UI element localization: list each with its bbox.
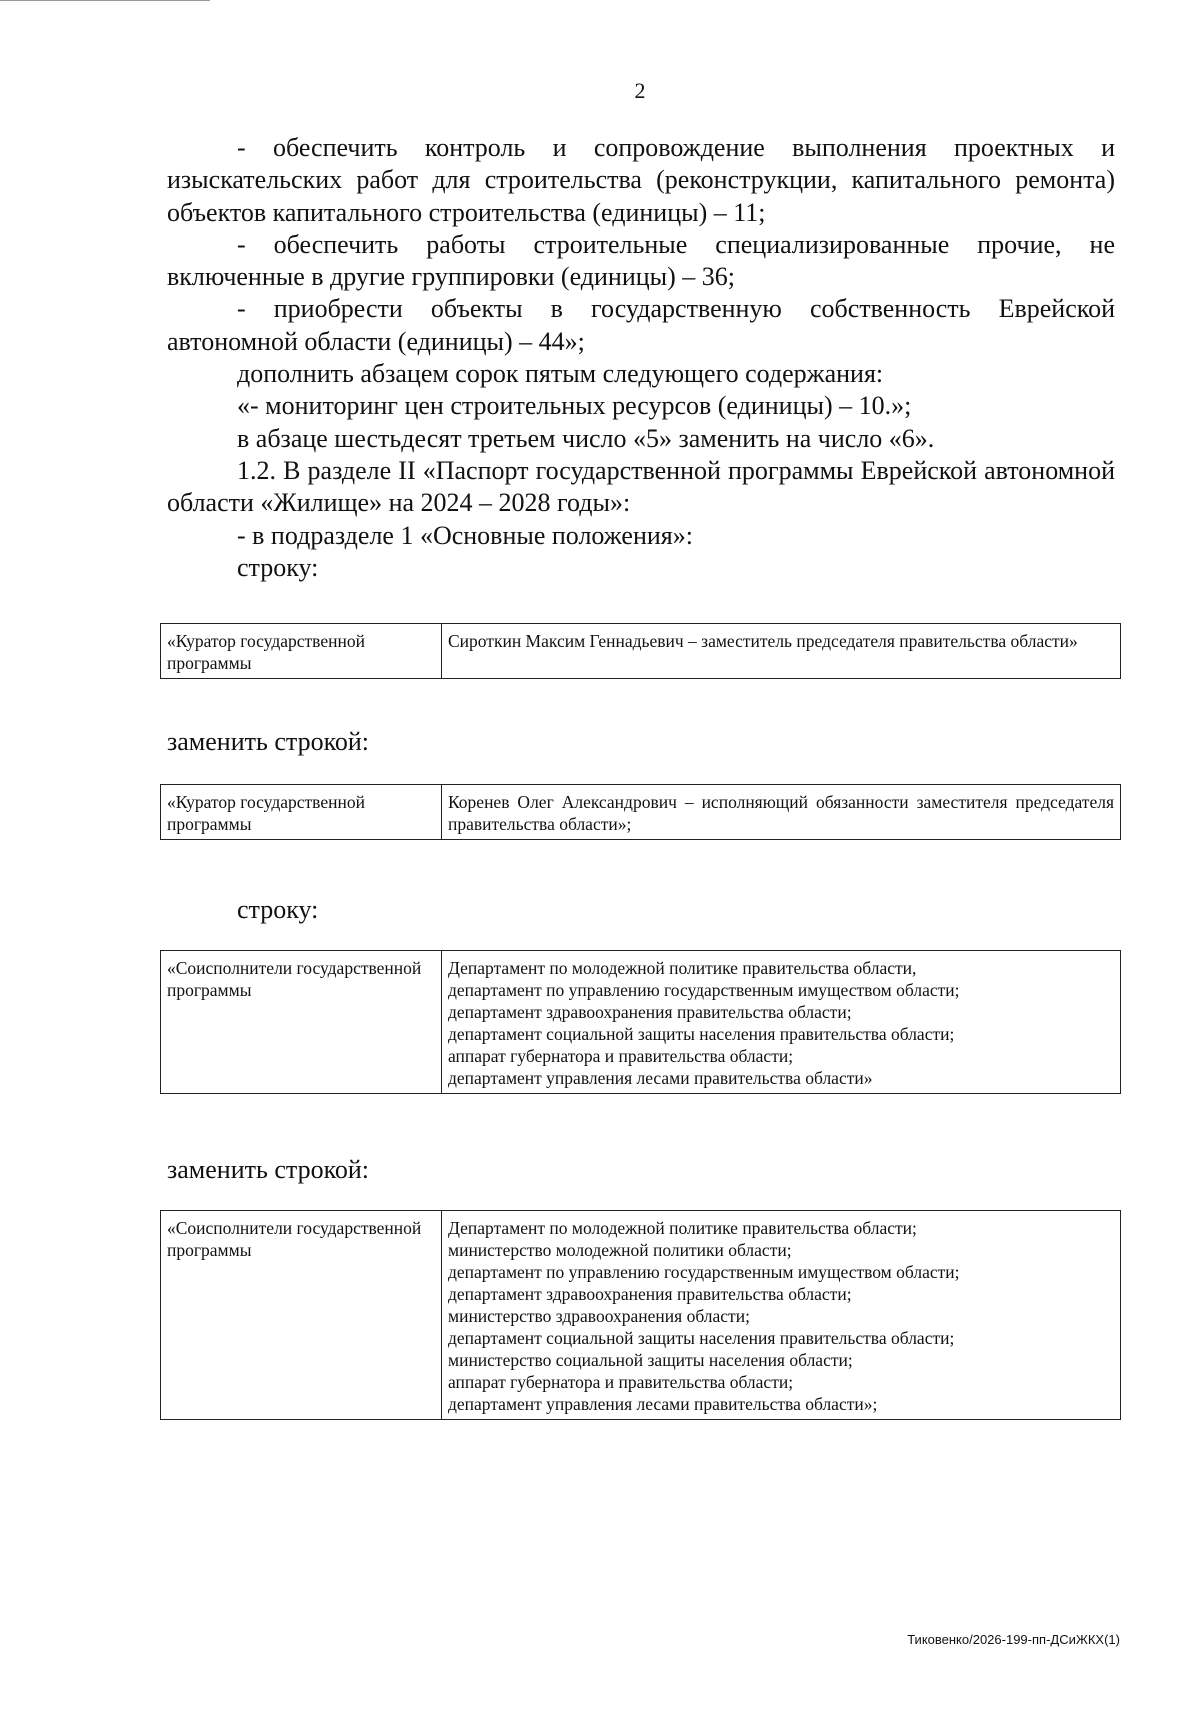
- paragraph: - обеспечить контроль и сопровождение выполнения проектных и изыскательских работ для строительства (реконструкции, капитального ремонта) объектов капитального строительства (единицы) – 11;: [167, 133, 1115, 227]
- cell-line: аппарат губернатора и правительства области;: [448, 1372, 794, 1392]
- cell-line: департамент управления лесами правительства области»;: [448, 1394, 878, 1414]
- table-row: [161, 951, 1121, 1094]
- replace-label: заменить строкой:: [167, 1155, 370, 1184]
- cell-line: Сироткин Максим Геннадьевич – заместитель председателя правительства области»: [448, 631, 1078, 651]
- cell-line: Департамент по молодежной политике правительства области;: [448, 1218, 917, 1238]
- paragraph: - в подразделе 1 «Основные положения»:: [237, 520, 693, 550]
- table-row: [161, 785, 1121, 840]
- table-cell-value: [442, 951, 1121, 1094]
- paragraph: дополнить абзацем сорок пятым следующего содержания:: [237, 359, 884, 389]
- cell-line: департамент социальной защиты населения правительства области;: [448, 1024, 955, 1044]
- table-cell-label: «Куратор государственной программы: [161, 785, 442, 840]
- paragraph: в абзаце шестьдесят третьем число «5» заменить на число «6».: [237, 423, 935, 453]
- cell-line: Департамент по молодежной политике правительства области,: [448, 958, 917, 978]
- cell-line: Коренев Олег Александрович – исполняющий обязанности заместителя председателя правительства области»;: [448, 792, 1114, 834]
- document-footer-code: Тиковенко/2026-199-пп-ДСиЖКХ(1): [907, 1632, 1120, 1647]
- table-cell-value: [442, 785, 1121, 840]
- cell-line: департамент по управлению государственным имуществом области;: [448, 980, 960, 1000]
- cell-line: департамент социальной защиты населения правительства области;: [448, 1328, 955, 1348]
- table-row: [161, 1211, 1121, 1420]
- cell-line: министерство социальной защиты населения области;: [448, 1350, 853, 1370]
- cell-line: департамент здравоохранения правительства области;: [448, 1284, 852, 1304]
- table-cell-value: [442, 624, 1121, 679]
- cell-line: аппарат губернатора и правительства области;: [448, 1046, 794, 1066]
- cell-line: департамент здравоохранения правительства области;: [448, 1002, 852, 1022]
- table-cell-label: «Соисполнители государственной программы: [161, 951, 442, 1094]
- passport-table-coexecutors-old: [160, 950, 1121, 1094]
- cell-line: департамент по управлению государственным имуществом области;: [448, 1262, 960, 1282]
- cell-line: министерство здравоохранения области;: [448, 1306, 750, 1326]
- passport-table-curator-old: [160, 623, 1121, 679]
- paragraph: «- мониторинг цен строительных ресурсов (единицы) – 10.»;: [237, 391, 912, 421]
- paragraph: 1.2. В разделе II «Паспорт государственной программы Еврейской автономной области «Жилище» на 2024 – 2028 годы»:: [167, 455, 1115, 518]
- replace-label: заменить строкой:: [167, 727, 370, 756]
- paragraph: - приобрести объекты в государственную собственность Еврейской автономной области (единицы) – 44»;: [167, 294, 1115, 356]
- page-number: 2: [634, 78, 646, 103]
- table-row: [161, 624, 1121, 679]
- paragraph: строку:: [237, 552, 319, 582]
- table-cell-value: [442, 1211, 1121, 1420]
- row-label: строку:: [237, 895, 319, 924]
- table-cell-label: «Куратор государственной программы: [161, 624, 442, 679]
- paragraph: - обеспечить работы строительные специализированные прочие, не включенные в другие группировки (единицы) – 36;: [167, 229, 1115, 292]
- cell-line: департамент управления лесами правительства области»: [448, 1068, 873, 1088]
- body-text: [167, 132, 1115, 584]
- table-cell-label: «Соисполнители государственной программы: [161, 1211, 442, 1420]
- passport-table-coexecutors-new: [160, 1210, 1121, 1420]
- cell-line: министерство молодежной политики области;: [448, 1240, 792, 1260]
- passport-table-curator-new: [160, 784, 1121, 840]
- top-scan-rule: [0, 0, 210, 1]
